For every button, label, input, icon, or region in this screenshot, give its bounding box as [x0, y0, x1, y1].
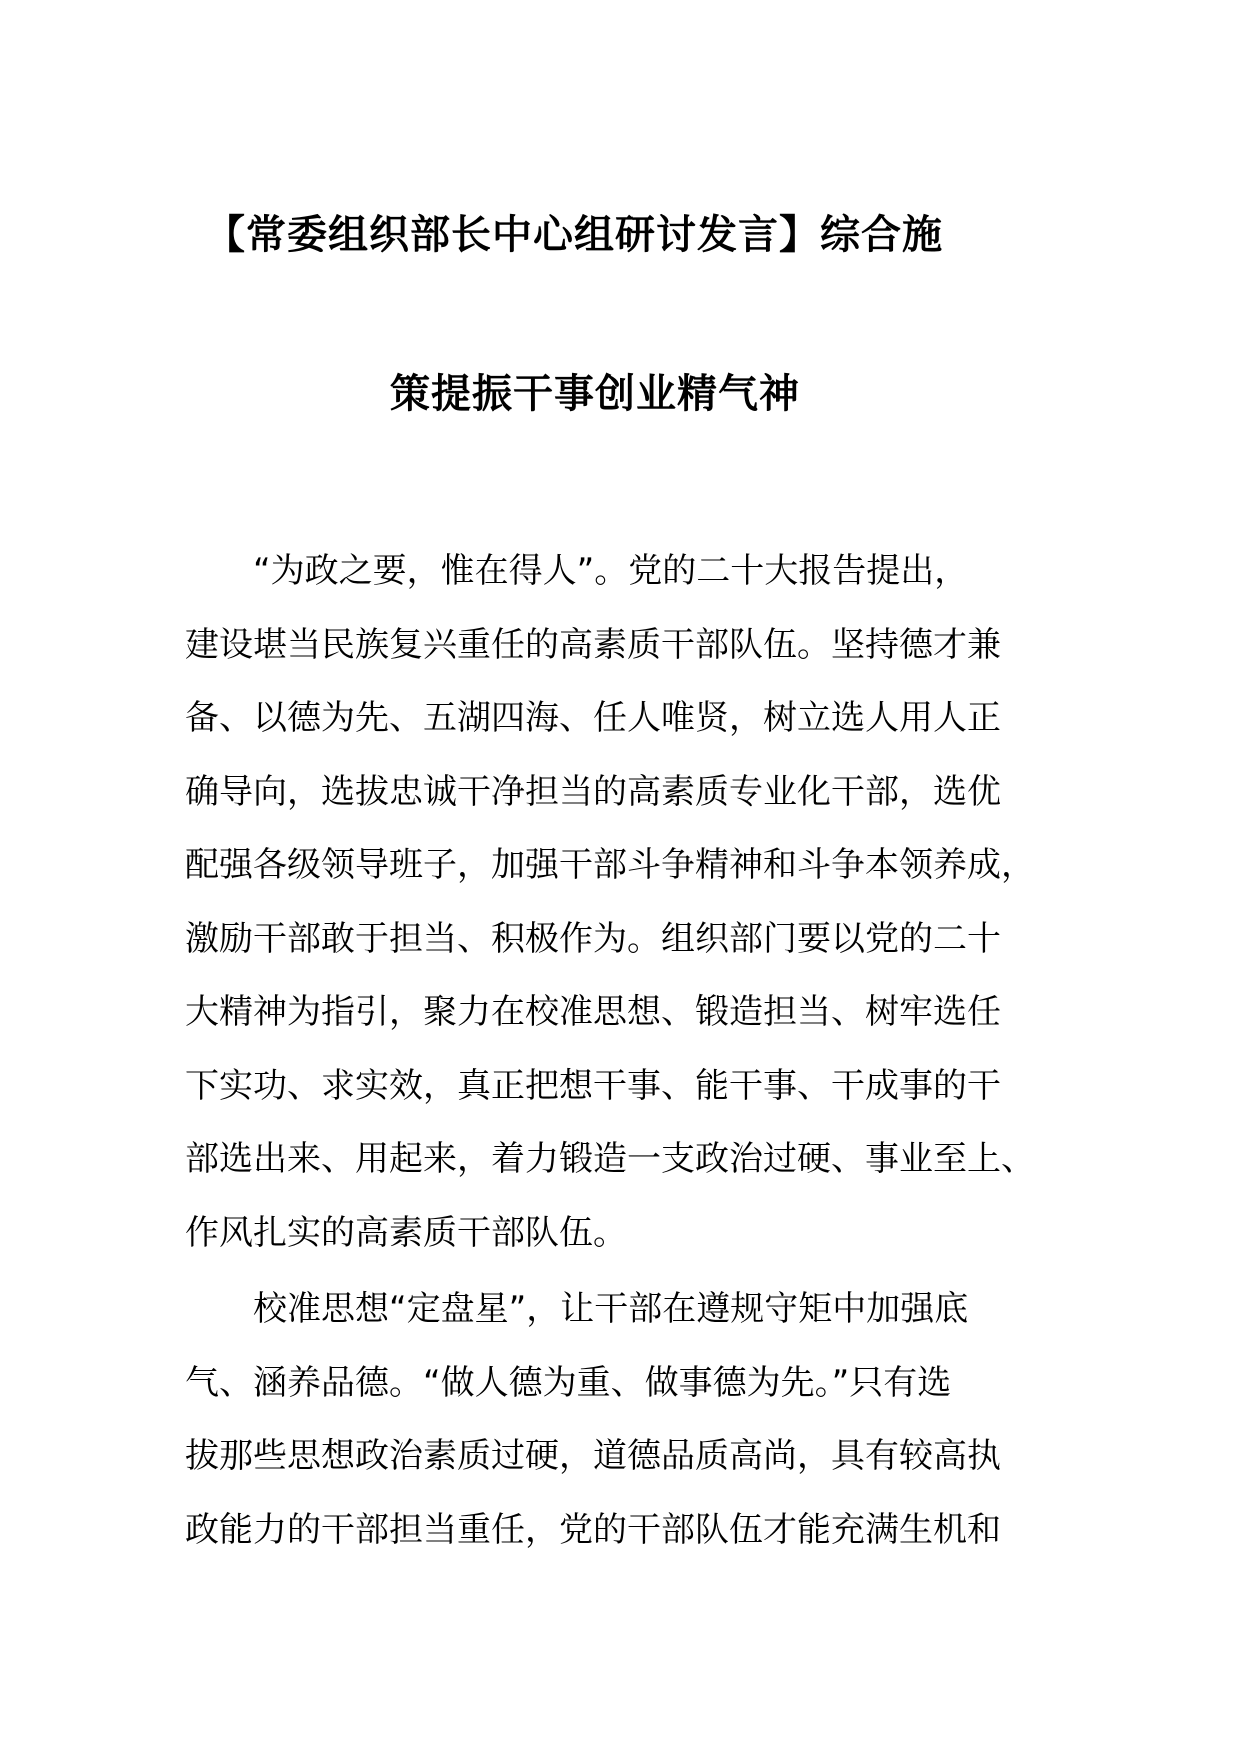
- paragraph-1-line-3: 备、以德为先、五湖四海、任人唯贤，树立选人用人正: [185, 698, 1001, 738]
- paragraph-2-line-3: 拔那些思想政治素质过硬，道德品质高尚，具有较高执: [185, 1436, 1001, 1476]
- paragraph-2-line-1: 校准思想“定盘星”，让干部在遵规守矩中加强底: [253, 1289, 969, 1329]
- paragraph-1-line-6: 激励干部敢于担当、积极作为。组织部门要以党的二十: [185, 918, 1001, 959]
- paragraph-1-line-8: 下实功、求实效，真正把想干事、能干事、干成事的干: [185, 1065, 1001, 1106]
- paragraph-1-line-7: 大精神为指引，聚力在校准思想、锻造担当、树牢选任: [185, 992, 1001, 1032]
- paragraph-1: [185, 535, 1085, 1270]
- document-title-line-1: 【常委组织部长中心组研讨发言】综合施: [205, 212, 943, 258]
- paragraph-1-line-5: 配强各级领导班子，加强干部斗争精神和斗争本领养成，: [185, 845, 1035, 885]
- paragraph-1-line-9: 部选出来、用起来，着力锻造一支政治过硬、事业至上、: [185, 1139, 1035, 1179]
- paragraph-1-line-2: 建设堪当民族复兴重任的高素质干部队伍。坚持德才兼: [185, 624, 1001, 665]
- paragraph-1-line-4: 确导向，选拔忠诚干净担当的高素质专业化干部，选优: [185, 771, 1001, 812]
- paragraph-1-line-10: 作风扎实的高素质干部队伍。: [185, 1212, 627, 1253]
- paragraph-2-line-2: 气、涵养品德。“做人德为重、做事德为先。”只有选: [185, 1362, 952, 1403]
- paragraph-1-line-1: “为政之要，惟在得人”。党的二十大报告提出，: [253, 551, 969, 591]
- document-body: [185, 535, 1085, 1567]
- paragraph-2-line-4: 政能力的干部担当重任，党的干部队伍才能充满生机和: [185, 1509, 1001, 1550]
- document-title-line-2: 策提振干事创业精气神: [390, 371, 800, 417]
- paragraph-2: [185, 1273, 1085, 1567]
